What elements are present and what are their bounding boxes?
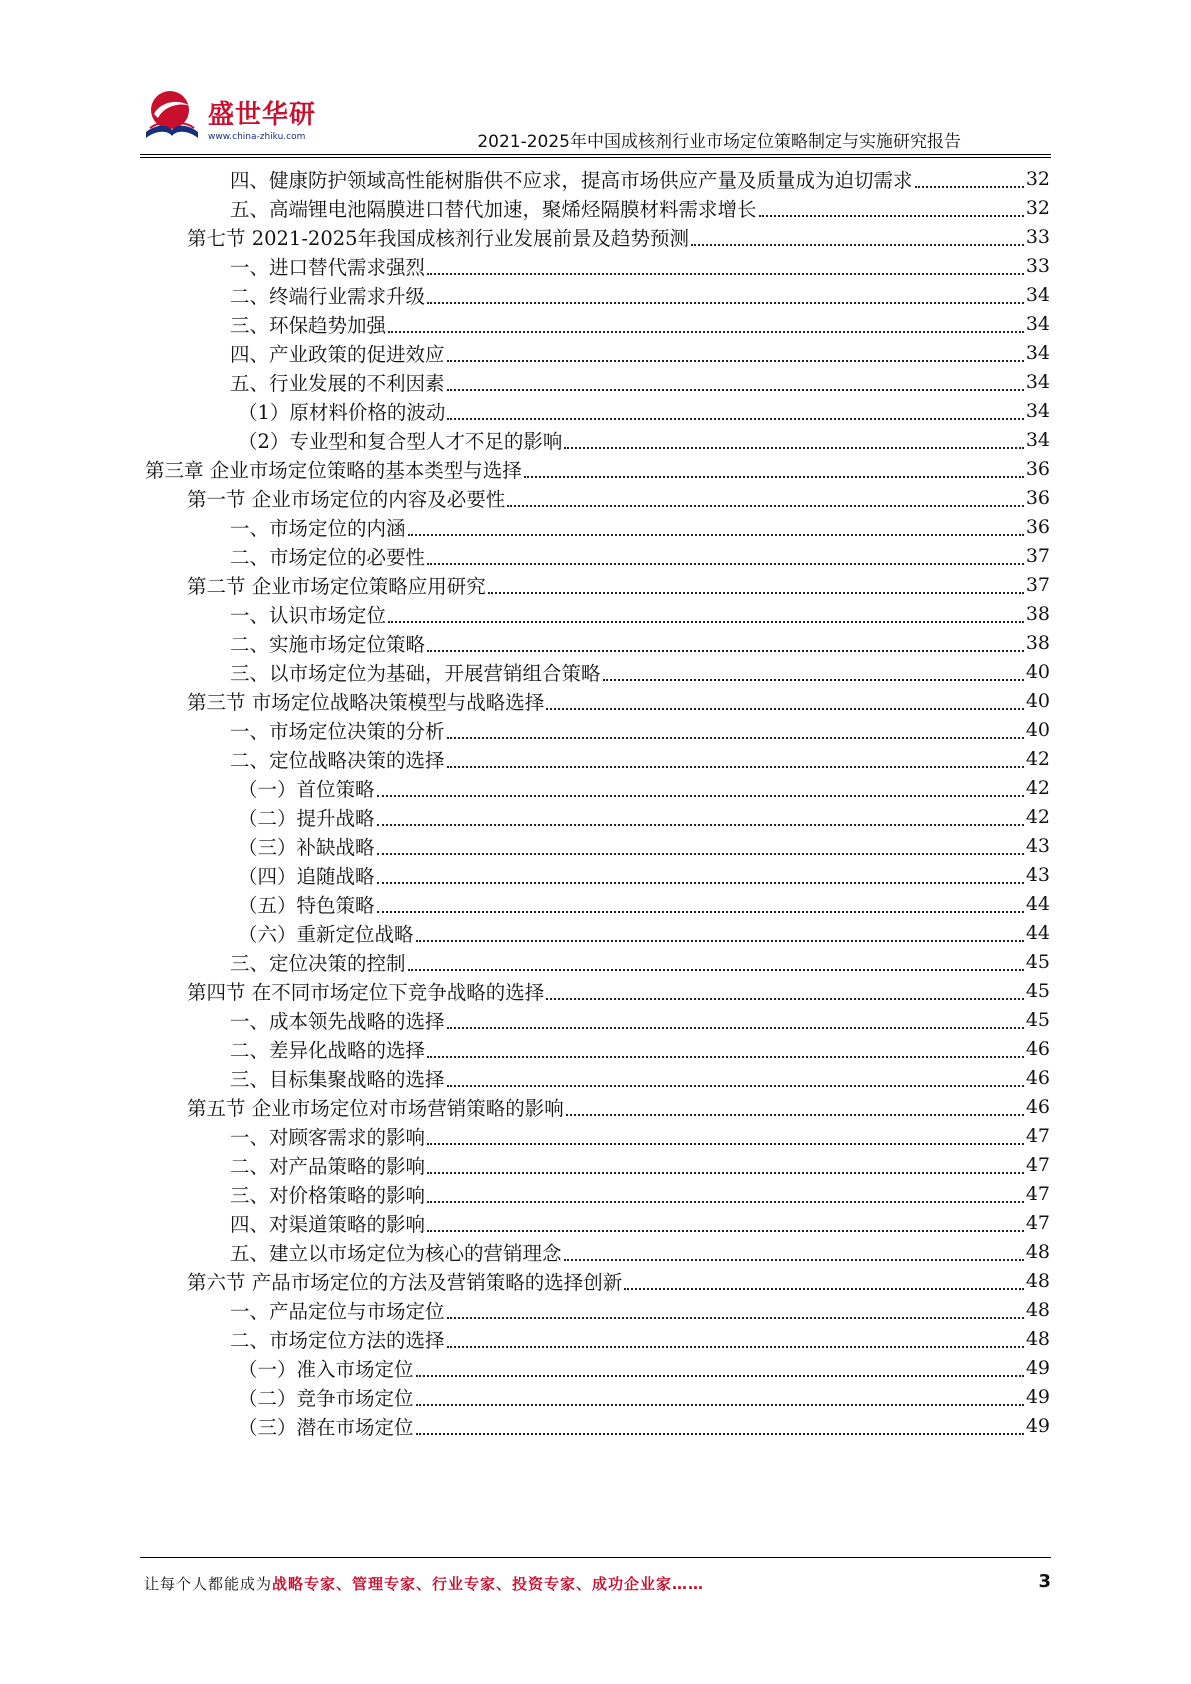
toc-entry-page: 42 — [1025, 805, 1050, 828]
toc-entry-title: 一、对顾客需求的影响 — [230, 1125, 426, 1149]
toc-entry-title: 三、以市场定位为基础，开展营销组合策略 — [230, 661, 601, 685]
toc-entry-title: 五、高端锂电池隔膜进口替代加速，聚烯烃隔膜材料需求增长 — [230, 197, 757, 221]
toc-entry-title: 三、环保趋势加强 — [230, 313, 387, 337]
footer-slogan-highlight: 战略专家、管理专家、行业专家、投资专家、成功企业家…… — [272, 1575, 705, 1593]
toc-entry-page: 47 — [1025, 1211, 1050, 1234]
toc-dot-leader — [377, 882, 1024, 884]
toc-entry-page: 49 — [1025, 1414, 1050, 1437]
toc-dot-leader — [759, 215, 1024, 217]
toc-dot-leader — [388, 621, 1024, 623]
toc-entry-page: 33 — [1025, 254, 1050, 277]
toc-entry[interactable] — [238, 395, 1050, 426]
toc-entry-title: 一、成本领先战略的选择 — [230, 1009, 445, 1033]
toc-entry-title: 一、市场定位的内涵 — [230, 516, 406, 540]
toc-entry-title: （六）重新定位战略 — [238, 922, 414, 946]
toc-dot-leader — [447, 766, 1024, 768]
footer-slogan — [144, 1573, 704, 1594]
toc-entry[interactable] — [238, 1381, 1050, 1412]
toc-entry-page: 40 — [1025, 689, 1050, 712]
toc-dot-leader — [427, 1230, 1024, 1232]
toc-entry[interactable] — [230, 1149, 1050, 1180]
toc-dot-leader — [507, 505, 1024, 507]
toc-entry-page: 36 — [1025, 457, 1050, 480]
toc-dot-leader — [427, 1201, 1024, 1203]
toc-entry-title: （四）追随战略 — [238, 864, 375, 888]
toc-dot-leader — [427, 302, 1024, 304]
toc-entry[interactable] — [187, 1091, 1050, 1122]
toc-entry-page: 32 — [1025, 167, 1050, 190]
toc-entry[interactable] — [238, 917, 1050, 948]
toc-dot-leader — [447, 1317, 1024, 1319]
footer-slogan-prefix: 让每个人都能成为 — [144, 1575, 273, 1593]
toc-entry-title: 第五节 企业市场定位对市场营销策略的影响 — [187, 1096, 564, 1120]
toc-dot-leader — [427, 273, 1024, 275]
toc-entry-title: 第七节 2021-2025年我国成核剂行业发展前景及趋势预测 — [187, 226, 690, 250]
toc-entry[interactable] — [230, 540, 1050, 571]
toc-entry-page: 40 — [1025, 718, 1050, 741]
toc-entry-title: （三）补缺战略 — [238, 835, 375, 859]
toc-entry-title: 一、进口替代需求强烈 — [230, 255, 426, 279]
toc-entry-page: 37 — [1025, 544, 1050, 567]
toc-entry-page: 48 — [1025, 1240, 1050, 1263]
toc-entry-title: 二、对产品策略的影响 — [230, 1154, 426, 1178]
toc-dot-leader — [566, 1114, 1024, 1116]
toc-entry-page: 40 — [1025, 660, 1050, 683]
toc-entry-title: （一）准入市场定位 — [238, 1357, 414, 1381]
toc-entry-page: 47 — [1025, 1124, 1050, 1147]
toc-entry[interactable] — [230, 308, 1050, 339]
toc-entry-title: 第四节 在不同市场定位下竞争战略的选择 — [187, 980, 545, 1004]
toc-entry-title: （一）首位策略 — [238, 777, 375, 801]
toc-entry[interactable] — [187, 482, 1050, 513]
toc-entry-page: 36 — [1025, 515, 1050, 538]
toc-entry-title: 五、行业发展的不利因素 — [230, 371, 445, 395]
toc-dot-leader — [416, 1404, 1024, 1406]
toc-entry[interactable] — [238, 888, 1050, 919]
toc-dot-leader — [377, 795, 1024, 797]
toc-entry-page: 42 — [1025, 776, 1050, 799]
toc-entry-page: 48 — [1025, 1327, 1050, 1350]
toc-entry-title: 五、建立以市场定位为核心的营销理念 — [230, 1241, 562, 1265]
toc-dot-leader — [564, 447, 1023, 449]
toc-entry-title: 三、对价格策略的影响 — [230, 1183, 426, 1207]
toc-dot-leader — [447, 389, 1024, 391]
toc-entry[interactable] — [230, 1004, 1050, 1035]
toc-entry-page: 48 — [1025, 1298, 1050, 1321]
toc-entry-page: 49 — [1025, 1356, 1050, 1379]
toc-entry[interactable] — [230, 511, 1050, 542]
header-divider — [140, 154, 1051, 155]
toc-entry[interactable] — [230, 1178, 1050, 1209]
toc-entry[interactable] — [187, 1265, 1050, 1296]
toc-entry-page: 37 — [1025, 573, 1050, 596]
toc-dot-leader — [416, 940, 1024, 942]
toc-entry[interactable] — [230, 1033, 1050, 1064]
toc-entry-page: 34 — [1025, 399, 1050, 422]
logo-url: www.china-zhiku.com — [208, 132, 306, 142]
toc-dot-leader — [915, 186, 1024, 188]
toc-entry-title: 二、市场定位的必要性 — [230, 545, 426, 569]
toc-entry-page: 45 — [1025, 979, 1050, 1002]
toc-entry-page: 46 — [1025, 1066, 1050, 1089]
toc-dot-leader — [377, 853, 1024, 855]
toc-entry[interactable] — [187, 221, 1050, 252]
toc-entry-page: 34 — [1025, 370, 1050, 393]
logo-swoosh-book-icon — [140, 84, 204, 148]
toc-dot-leader — [427, 1172, 1024, 1174]
toc-dot-leader — [564, 1259, 1024, 1261]
toc-entry-page: 45 — [1025, 950, 1050, 973]
toc-dot-leader — [447, 1346, 1024, 1348]
toc-entry-title: 二、实施市场定位策略 — [230, 632, 426, 656]
toc-entry[interactable] — [230, 337, 1050, 368]
toc-entry-title: 第二节 企业市场定位策略应用研究 — [187, 574, 486, 598]
toc-dot-leader — [447, 360, 1024, 362]
toc-entry[interactable] — [230, 1236, 1050, 1267]
toc-entry[interactable] — [238, 424, 1050, 455]
header-divider-thin — [140, 157, 1051, 158]
toc-entry[interactable] — [230, 946, 1050, 977]
toc-dot-leader — [447, 418, 1023, 420]
toc-dot-leader — [427, 1143, 1024, 1145]
toc-entry-title: （二）竞争市场定位 — [238, 1386, 414, 1410]
toc-entry[interactable] — [238, 801, 1050, 832]
toc-entry-title: （二）提升战略 — [238, 806, 375, 830]
toc-entry[interactable] — [230, 163, 1050, 194]
toc-entry[interactable] — [145, 453, 1050, 484]
toc-entry-title: 第六节 产品市场定位的方法及营销策略的选择创新 — [187, 1270, 623, 1294]
toc-dot-leader — [416, 1433, 1024, 1435]
toc-entry-title: 二、市场定位方法的选择 — [230, 1328, 445, 1352]
toc-entry-page: 48 — [1025, 1269, 1050, 1292]
toc-entry[interactable] — [230, 1294, 1050, 1325]
toc-dot-leader — [416, 1375, 1024, 1377]
toc-entry[interactable] — [230, 250, 1050, 281]
toc-entry-title: （五）特色策略 — [238, 893, 375, 917]
toc-entry[interactable] — [230, 1062, 1050, 1093]
toc-entry-title: 一、产品定位与市场定位 — [230, 1299, 445, 1323]
toc-entry[interactable] — [238, 1410, 1050, 1441]
toc-dot-leader — [427, 563, 1024, 565]
toc-entry-page: 34 — [1025, 341, 1050, 364]
toc-entry-page: 43 — [1025, 863, 1050, 886]
toc-entry[interactable] — [230, 598, 1050, 629]
toc-entry-page: 46 — [1025, 1037, 1050, 1060]
toc-dot-leader — [603, 679, 1024, 681]
toc-dot-leader — [447, 1085, 1024, 1087]
toc-entry[interactable] — [238, 830, 1050, 861]
toc-entry-title: 三、定位决策的控制 — [230, 951, 406, 975]
toc-entry-page: 42 — [1025, 747, 1050, 770]
toc-entry-page: 44 — [1025, 892, 1050, 915]
toc-entry-title: 一、认识市场定位 — [230, 603, 387, 627]
toc-entry-title: 一、市场定位决策的分析 — [230, 719, 445, 743]
toc-entry[interactable] — [230, 656, 1050, 687]
toc-entry-title: 四、对渠道策略的影响 — [230, 1212, 426, 1236]
toc-entry[interactable] — [230, 192, 1050, 223]
toc-entry[interactable] — [238, 859, 1050, 890]
toc-entry-page: 34 — [1025, 428, 1050, 451]
toc-dot-leader — [624, 1288, 1024, 1290]
toc-dot-leader — [427, 650, 1024, 652]
toc-dot-leader — [546, 708, 1024, 710]
toc-dot-leader — [408, 534, 1024, 536]
toc-entry-page: 33 — [1025, 225, 1050, 248]
toc-entry-title: （2）专业型和复合型人才不足的影响 — [238, 429, 563, 453]
toc-entry[interactable] — [230, 366, 1050, 397]
toc-dot-leader — [447, 737, 1024, 739]
footer-divider — [140, 1557, 1051, 1558]
toc-entry[interactable] — [187, 569, 1050, 600]
toc-entry[interactable] — [238, 772, 1050, 803]
toc-dot-leader — [377, 911, 1024, 913]
toc-dot-leader — [427, 1056, 1024, 1058]
toc-entry-page: 45 — [1025, 1008, 1050, 1031]
toc-entry-title: 第一节 企业市场定位的内容及必要性 — [187, 487, 506, 511]
toc-entry-title: 二、定位战略决策的选择 — [230, 748, 445, 772]
toc-entry-page: 47 — [1025, 1182, 1050, 1205]
toc-entry-page: 38 — [1025, 602, 1050, 625]
toc-entry-title: 二、差异化战略的选择 — [230, 1038, 426, 1062]
toc-entry[interactable] — [230, 1207, 1050, 1238]
toc-entry[interactable] — [230, 627, 1050, 658]
toc-dot-leader — [447, 1027, 1024, 1029]
toc-entry-title: 第三节 市场定位战略决策模型与战略选择 — [187, 690, 545, 714]
toc-entry-page: 36 — [1025, 486, 1050, 509]
toc-dot-leader — [691, 244, 1024, 246]
toc-entry-page: 46 — [1025, 1095, 1050, 1118]
toc-entry-page: 44 — [1025, 921, 1050, 944]
toc-entry[interactable] — [187, 975, 1050, 1006]
toc-dot-leader — [377, 824, 1024, 826]
toc-entry-title: 第三章 企业市场定位策略的基本类型与选择 — [145, 458, 522, 482]
page-number: 3 — [1038, 1571, 1051, 1592]
toc-entry-title: 二、终端行业需求升级 — [230, 284, 426, 308]
report-title: 2021-2025年中国成核剂行业市场定位策略制定与实施研究报告 — [477, 132, 961, 152]
toc-entry-page: 43 — [1025, 834, 1050, 857]
toc-entry-page: 34 — [1025, 312, 1050, 335]
toc-entry-title: 四、健康防护领域高性能树脂供不应求，提高市场供应产量及质量成为迫切需求 — [230, 168, 913, 192]
toc-entry-title: （三）潜在市场定位 — [238, 1415, 414, 1439]
toc-entry[interactable] — [230, 1323, 1050, 1354]
toc-entry-page: 47 — [1025, 1153, 1050, 1176]
company-logo — [140, 80, 317, 150]
toc-entry[interactable] — [238, 1352, 1050, 1383]
toc-dot-leader — [546, 998, 1024, 1000]
toc-dot-leader — [524, 476, 1024, 478]
logo-name: 盛世华研 — [208, 100, 317, 130]
toc-entry[interactable] — [230, 714, 1050, 745]
toc-entry[interactable] — [230, 1120, 1050, 1151]
toc-dot-leader — [488, 592, 1024, 594]
toc-entry-page: 34 — [1025, 283, 1050, 306]
toc-entry-page: 49 — [1025, 1385, 1050, 1408]
toc-entry[interactable] — [230, 743, 1050, 774]
toc-entry-title: （1）原材料价格的波动 — [238, 400, 446, 424]
toc-entry[interactable] — [187, 685, 1050, 716]
toc-entry[interactable] — [230, 279, 1050, 310]
toc-entry-page: 32 — [1025, 196, 1050, 219]
toc-dot-leader — [408, 969, 1024, 971]
toc-entry-title: 四、产业政策的促进效应 — [230, 342, 445, 366]
toc-entry-page: 38 — [1025, 631, 1050, 654]
toc-entry-title: 三、目标集聚战略的选择 — [230, 1067, 445, 1091]
toc-dot-leader — [388, 331, 1024, 333]
